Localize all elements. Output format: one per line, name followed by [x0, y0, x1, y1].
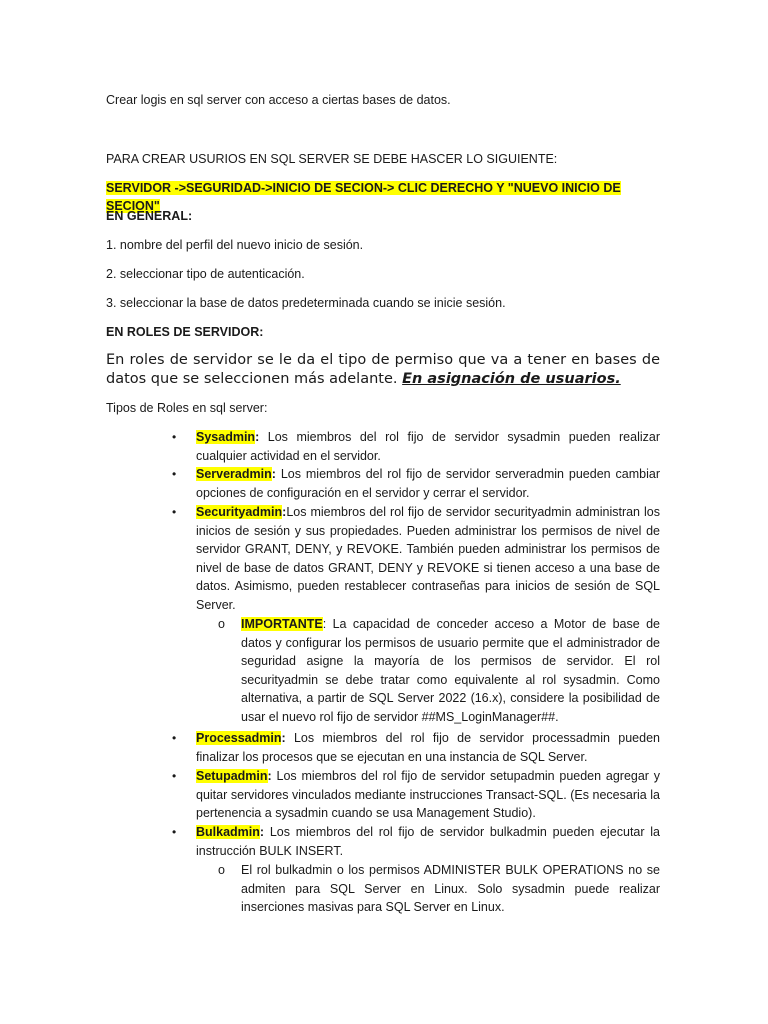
bullet-icon: •	[172, 467, 177, 481]
step-3: 3. seleccionar la base de datos predeterminada cuando se inicie sesión.	[106, 296, 506, 310]
types-line: Tipos de Roles en sql server:	[106, 401, 268, 415]
role-item-securityadmin	[196, 503, 660, 615]
bullet-icon: •	[172, 430, 177, 444]
important-term: IMPORTANTE	[241, 617, 323, 631]
roles-intro	[106, 351, 660, 389]
role-item-processadmin	[196, 729, 660, 766]
sub-bullet-icon: o	[218, 863, 225, 877]
bulkadmin-note: El rol bulkadmin o los permisos ADMINISTER BULK OPERATIONS no se admiten para SQL Server en Linux. Solo sysadmin puede realizar inserciones masivas para SQL Server en Linux.	[241, 863, 660, 915]
role-item-setupadmin	[196, 767, 660, 823]
role-colon: :	[281, 731, 286, 745]
bullet-icon: •	[172, 505, 177, 519]
role-colon: :	[255, 430, 260, 444]
bullet-icon: •	[172, 825, 177, 839]
title-line: Crear logis en sql server con acceso a ciertas bases de datos.	[106, 93, 451, 107]
important-note	[241, 615, 660, 727]
role-colon: :	[282, 505, 287, 519]
sub-bullet-icon: o	[218, 617, 225, 631]
step-1: 1. nombre del perfil del nuevo inicio de sesión.	[106, 238, 364, 252]
role-term: Processadmin	[196, 731, 282, 745]
create-users-heading: PARA CREAR USURIOS EN SQL SERVER SE DEBE HASCER LO SIGUIENTE:	[106, 152, 558, 166]
step-2: 2. seleccionar tipo de autenticación.	[106, 267, 305, 281]
role-text: Los miembros del rol fijo de servidor securityadmin administran los inicios de sesión y sus propiedades. Pueden administrar los permisos de nivel de servidor GRANT, DENY, y REVOKE. También pueden administrar los permisos de nivel de base de datos GRANT, DENY y REVOKE si tienen acceso a una base de datos. Asimismo, pueden restablecer contraseñas para inicios de sesión de SQL Server.	[196, 505, 660, 612]
roles-intro-emphasis: En asignación de usuarios.	[402, 371, 621, 387]
bullet-icon: •	[172, 731, 177, 745]
role-text: Los miembros del rol fijo de servidor bulkadmin pueden ejecutar la instrucción BULK INSERT.	[196, 825, 660, 858]
role-text: Los miembros del rol fijo de servidor serveradmin pueden cambiar opciones de configuración en el servidor y cerrar el servidor.	[196, 467, 660, 500]
role-colon: :	[259, 825, 265, 839]
role-colon: :	[267, 769, 272, 783]
role-term: Securityadmin	[196, 505, 283, 519]
role-term: Sysadmin	[196, 430, 256, 444]
role-item-serveradmin	[196, 465, 660, 502]
bullet-icon: •	[172, 769, 177, 783]
role-item-sysadmin	[196, 428, 660, 465]
role-term: Setupadmin	[196, 769, 268, 783]
path-highlight: SERVIDOR ->SEGURIDAD->INICIO DE SECION-> CLIC DERECHO Y "NUEVO INICIO DE SECION"	[106, 181, 621, 213]
role-term: Bulkadmin	[196, 825, 260, 839]
general-heading: EN GENERAL:	[106, 209, 193, 223]
role-colon: :	[271, 467, 276, 481]
roles-intro-text: En roles de servidor se le da el tipo de permiso que va a tener en bases de datos que se seleccionen más adelante.	[106, 352, 660, 387]
role-text: Los miembros del rol fijo de servidor sysadmin pueden realizar cualquier actividad en el servidor.	[196, 430, 660, 463]
role-text: Los miembros del rol fijo de servidor setupadmin pueden agregar y quitar servidores vinculados mediante instrucciones Transact-SQL. (Es necesaria la pertenencia a sysadmin cuando se usa Management Studio).	[196, 769, 660, 821]
role-item-bulkadmin	[196, 823, 660, 860]
roles-heading: EN ROLES DE SERVIDOR:	[106, 325, 264, 339]
role-text: Los miembros del rol fijo de servidor processadmin pueden finalizar los procesos que se ejecutan en una instancia de SQL Server.	[196, 731, 660, 764]
role-term: Serveradmin	[196, 467, 272, 481]
important-text: : La capacidad de conceder acceso a Motor de base de datos y configurar los permisos de usuario permite que el administrador de seguridad asigne la mayoría de los permisos de servidor. El rol securityadmin se debe tratar como equivalente al rol sysadmin. Como alternativa, a partir de SQL Server 2022 (16.x), considere la posibilidad de usar el nuevo rol fijo de servidor ##MS_LoginManager##.	[241, 617, 660, 724]
